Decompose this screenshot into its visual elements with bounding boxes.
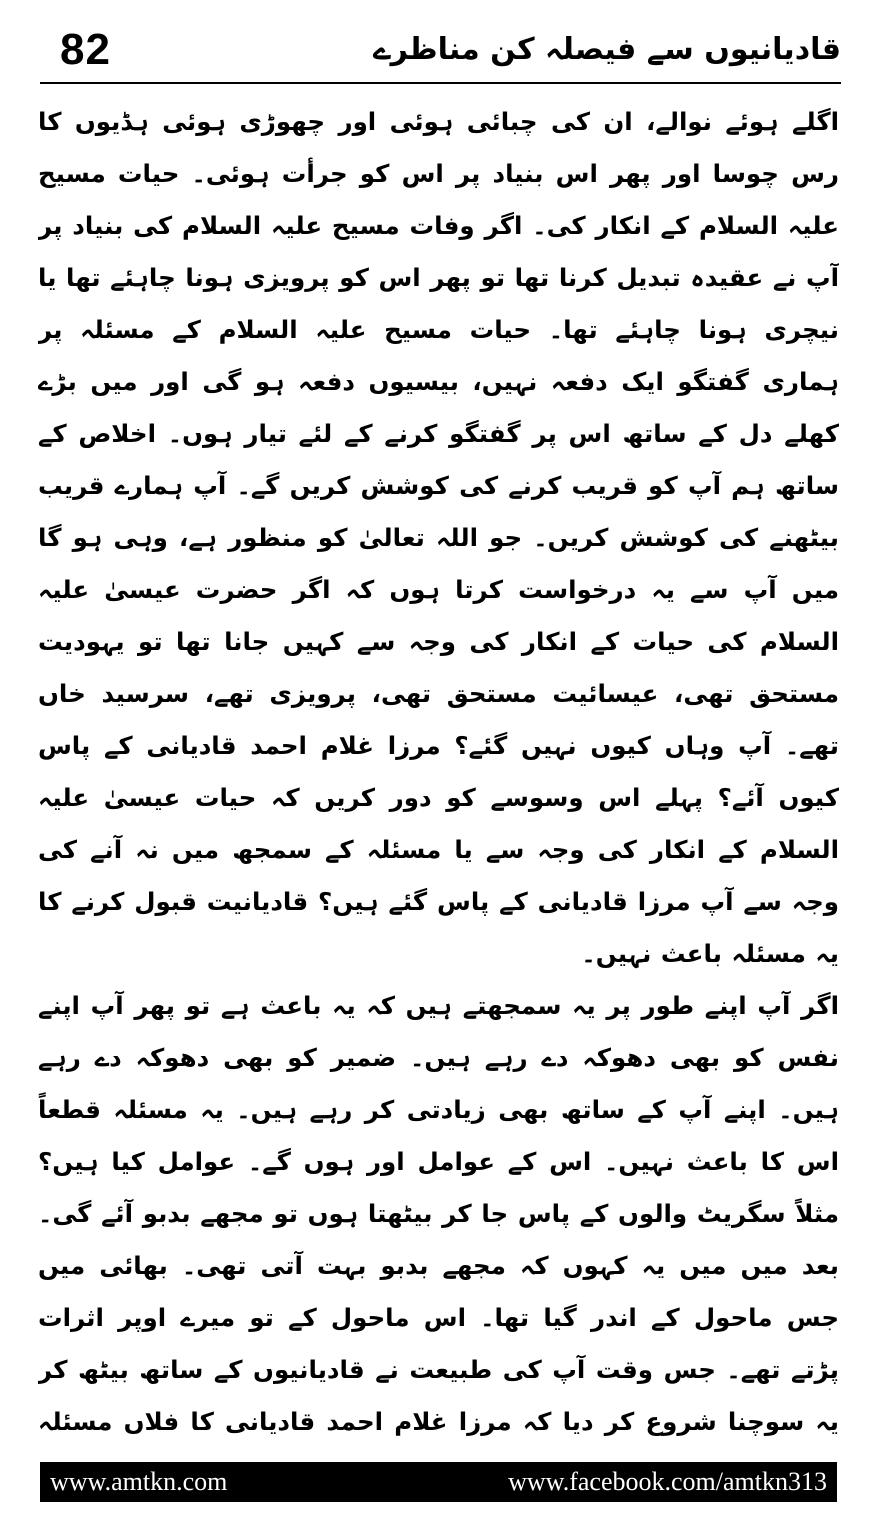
running-title: قادیانیوں سے فیصلہ کن مناظرے <box>373 32 841 67</box>
page-body <box>38 96 839 1446</box>
page-footer <box>40 1462 837 1502</box>
body-paragraph-2: اگر آپ اپنے طور پر یہ سمجھتے ہیں کہ یہ باعث ہے تو پھر آپ اپنے نفس کو بھی دھوکہ دے رہے ہیں۔ ضمیر کو بھی دھوکہ دے رہے ہیں۔ اپنے آپ کے ساتھ بھی زیادتی کر رہے ہیں۔ یہ مسئلہ قطعاً اس کا باعث نہیں۔ اس کے عوامل اور ہوں گے۔ عوامل کیا ہیں؟ مثلاً سگریٹ والوں کے پاس جا کر بیٹھتا ہوں تو مجھے بدبو آئے گی۔ بعد میں میں یہ کہوں کہ مجھے بدبو بہت آتی تھی۔ بھائی میں جس ماحول کے اندر گیا تھا۔ اس ماحول کے تو میرے اوپر اثرات پڑتے تھے۔ جس وقت آپ کی طبیعت نے قادیانیوں کے ساتھ بیٹھ کر یہ سوچنا شروع کر دیا کہ مرزا غلام احمد قادیانی کا فلاں مسئلہ <box>38 991 839 1436</box>
facebook-link[interactable]: www.facebook.com/amtkn313 <box>508 1467 827 1496</box>
website-link[interactable]: www.amtkn.com <box>50 1467 228 1496</box>
header-divider <box>40 82 841 84</box>
page-number: 82 <box>60 25 111 74</box>
page-header <box>40 18 841 84</box>
body-paragraph-1: اگلے ہوئے نوالے، ان کی چبائی ہوئی اور چھوڑی ہوئی ہڈیوں کا رس چوسا اور پھر اس بنیاد پر اس کو جرأت ہوئی۔ حیات مسیح علیہ السلام کے انکار کی۔ اگر وفات مسیح علیہ السلام کی بنیاد پر آپ نے عقیدہ تبدیل کرنا تھا تو پھر اس کو پرویزی ہونا چاہئے تھا یا نیچری ہونا چاہئے تھا۔ حیات مسیح علیہ السلام کے مسئلہ پر ہماری گفتگو ایک دفعہ نہیں، بیسیوں دفعہ ہو گی اور میں بڑے کھلے دل کے ساتھ اس پر گفتگو کرنے کے لئے تیار ہوں۔ اخلاص کے ساتھ ہم آپ کو قریب کرنے کی کوشش کریں گے۔ آپ ہمارے قریب بیٹھنے کی کوشش کریں۔ جو اللہ تعالیٰ کو منظور ہے، وہی ہو گا میں آپ سے یہ درخواست کرتا ہوں کہ اگر حضرت عیسیٰ علیہ السلام کی حیات کے انکار کی وجہ سے کہیں جانا تھا تو یہودیت مستحق تھی، عیسائیت مستحق تھی، پرویزی تھے، سرسید خاں تھے۔ آپ وہاں کیوں نہیں گئے؟ مرزا غلام احمد قادیانی کے پاس کیوں آئے؟ پہلے اس وسوسے کو دور کریں کہ حیات عیسیٰ علیہ السلام کے انکار کی وجہ سے یا مسئلہ کے سمجھ میں نہ آنے کی وجہ سے آپ مرزا قادیانی کے پاس گئے ہیں؟ قادیانیت قبول کرنے کا یہ مسئلہ باعث نہیں۔ <box>38 107 839 968</box>
